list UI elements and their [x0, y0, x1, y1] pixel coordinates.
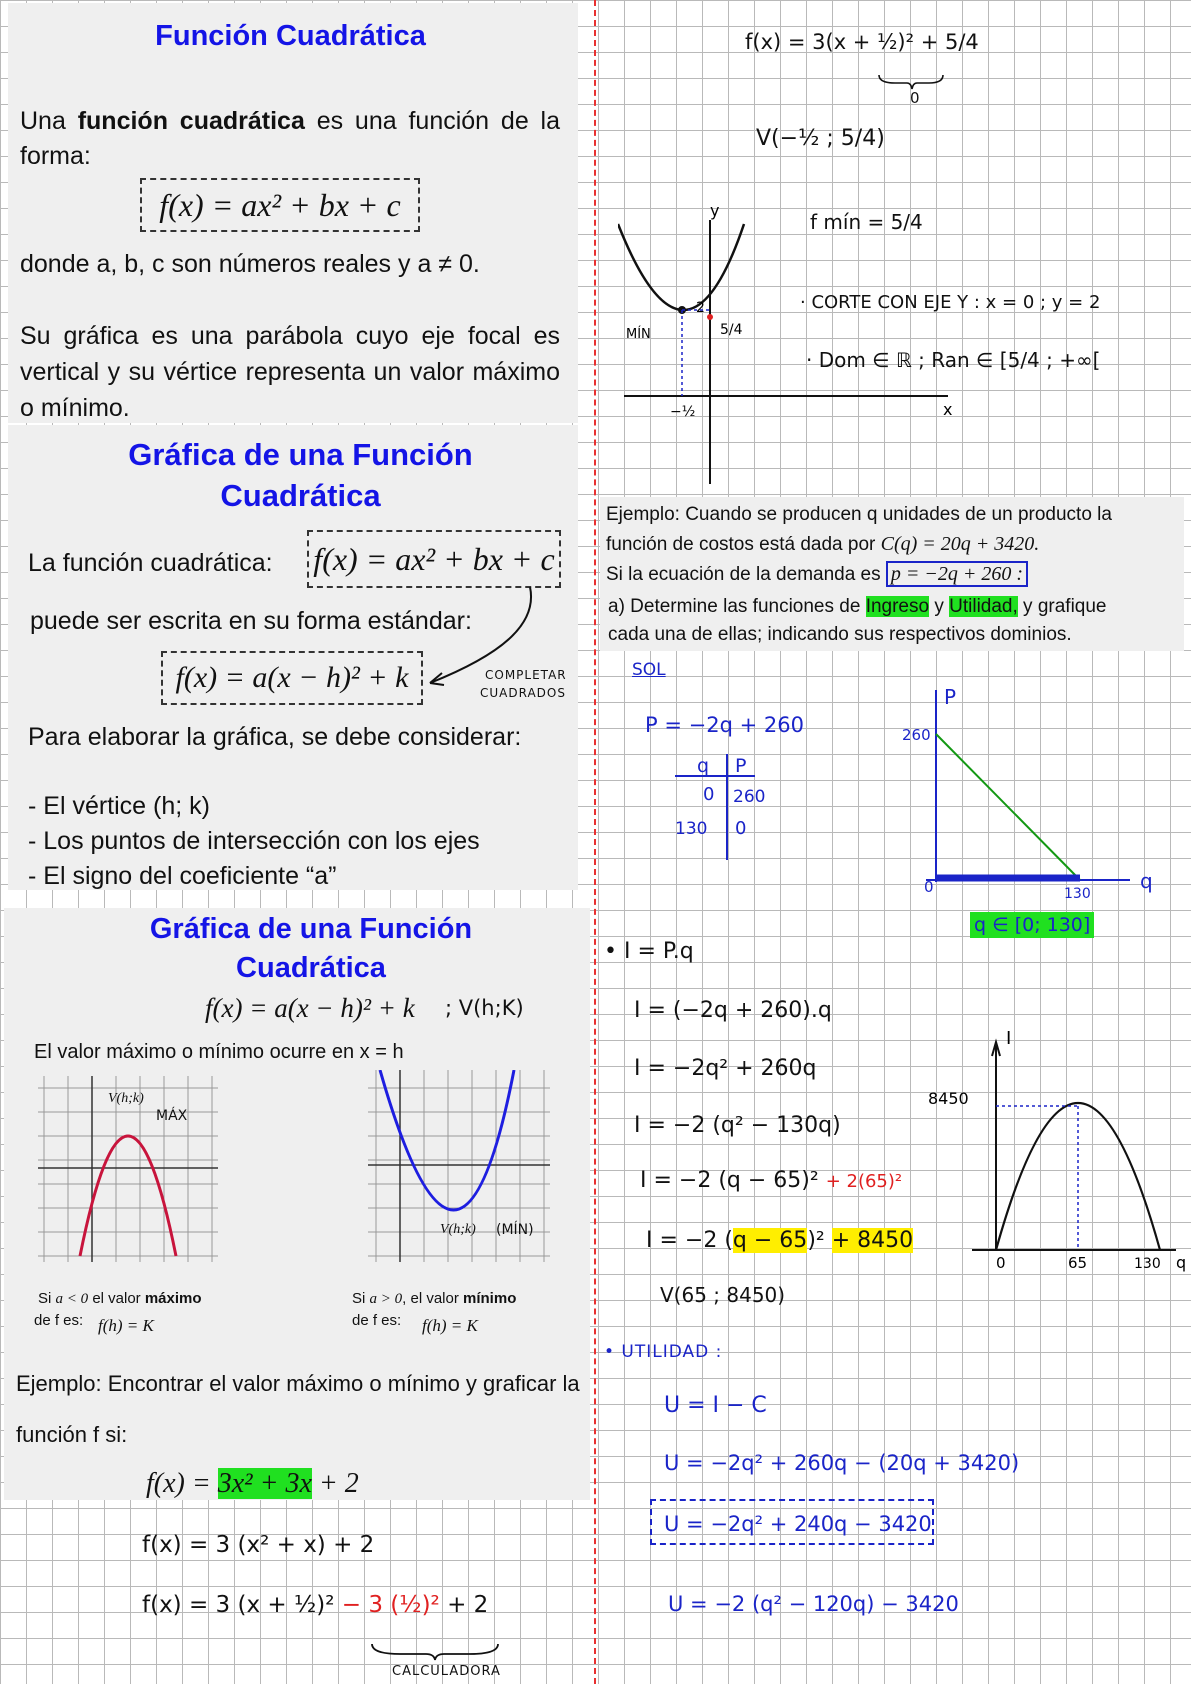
- example-line-2a: función de costos está dada por: [606, 534, 881, 555]
- standard-form-title-2: Cuadrática: [220, 478, 381, 513]
- ingreso-line-5-red: + 2(65)²: [825, 1171, 903, 1192]
- utilidad-line-2: U = −2q² + 260q − (20q + 3420): [664, 1451, 1020, 1475]
- ingreso-graph-65: 65: [1068, 1254, 1088, 1272]
- ingreso-line-6b: )²: [807, 1228, 832, 1253]
- ingreso-graph: [920, 1028, 1190, 1274]
- para-text: Para elaborar la gráfica, se debe considerar:: [28, 723, 522, 751]
- completar-note-2: CUADRADOS: [480, 686, 566, 700]
- utilidad-heading: • UTILIDAD :: [604, 1342, 723, 1362]
- min-caption-eq: f(h) = K: [422, 1316, 478, 1335]
- page-divider: [594, 0, 596, 1684]
- utilidad-highlight: Utilidad,: [949, 596, 1018, 617]
- ingreso-graph-q: q: [1176, 1253, 1187, 1272]
- ingreso-line-5: [640, 1168, 902, 1193]
- ingreso-line-5a: I = −2 (q − 65)²: [640, 1168, 819, 1193]
- definition-title: Función Cuadrática: [155, 20, 426, 52]
- tr-zero: 0: [910, 89, 920, 107]
- example-line-4: [608, 596, 1107, 618]
- ejemplo-formula-pre: f(x) =: [146, 1468, 218, 1499]
- vertex-note: ; V(h;K): [445, 996, 524, 1020]
- min-caption: [352, 1290, 516, 1308]
- standard-formula: f(x) = a(x − h)² + k: [161, 651, 423, 705]
- demand-graph-260: 260: [902, 726, 931, 744]
- ingreso-vertex: V(65 ; 8450): [660, 1283, 786, 1307]
- caption-left-bold: máximo: [144, 1290, 202, 1307]
- utilidad-line-1: U = I − C: [664, 1393, 767, 1418]
- bl-line-2a: f(x) = 3 (x + ½)²: [142, 1592, 335, 1618]
- cost-formula: C(q) = 20q + 3420.: [880, 533, 1040, 555]
- completar-note-1: COMPLETAR: [485, 668, 567, 682]
- intro-b: es una función de la forma:: [20, 107, 561, 170]
- definition-intro: [20, 104, 560, 174]
- max-caption: [38, 1290, 202, 1308]
- max-caption-de: de f es:: [34, 1312, 84, 1329]
- sol-label: SOL: [632, 660, 666, 680]
- sol-p-eq: P = −2q + 260: [645, 713, 804, 737]
- example-line-4a: a) Determine las funciones de: [608, 596, 866, 617]
- bl-line-2: [142, 1592, 488, 1618]
- demand-graph-p: P: [944, 685, 957, 709]
- sol-table: [665, 750, 775, 862]
- table-r1-p: 260: [733, 787, 766, 807]
- table-r1-q: 0: [703, 784, 715, 805]
- max-caption-eq: f(h) = K: [98, 1316, 154, 1335]
- tr-parabola-graph: [618, 200, 954, 490]
- example-line-1: Ejemplo: Cuando se producen q unidades de un producto la: [606, 504, 1112, 525]
- demand-graph: [896, 684, 1158, 910]
- ejemplo-line-1: Ejemplo: Encontrar el valor máximo o mínimo y graficar la: [16, 1371, 580, 1396]
- standard-form-label: La función cuadrática:: [28, 549, 273, 577]
- example-line-2: [606, 533, 1039, 556]
- ingreso-graph-0: 0: [996, 1254, 1006, 1272]
- ingreso-graph-8450: 8450: [928, 1089, 969, 1108]
- tr-graph-54: 5/4: [720, 322, 743, 338]
- consider-item-3: - El signo del coeficiente “a”: [28, 862, 337, 890]
- ingreso-line-4: I = −2 (q² − 130q): [634, 1113, 841, 1138]
- caption-left-text: el valor: [92, 1290, 141, 1307]
- calc-brace: [370, 1642, 500, 1662]
- ingreso-line-6-hl: q − 65: [732, 1228, 808, 1253]
- caption-left-cond: a < 0: [55, 1291, 89, 1307]
- example-line-3a: Si la ecuación de la demanda es: [606, 564, 886, 585]
- ejemplo-line-2: función f si:: [16, 1422, 128, 1447]
- tr-graph-min: MÍN: [626, 327, 651, 342]
- min-vertex-label: V(h;k): [440, 1222, 476, 1237]
- tr-graph-2: 2: [696, 300, 705, 316]
- max-min-title-1: Gráfica de una Función: [149, 913, 473, 945]
- example-line-4b: y: [929, 596, 950, 617]
- ingreso-line-2: I = (−2q + 260).q: [634, 998, 832, 1023]
- tr-graph-x: x: [943, 400, 953, 419]
- caption-left-si: Si: [38, 1290, 52, 1307]
- ingreso-line-6-hl2: + 8450: [831, 1228, 914, 1253]
- standard-form-title-1: Gráfica de una Función: [128, 437, 473, 472]
- grafica-description: Su gráfica es una parábola cuyo eje focal es vertical y su vértice representa un valor máximo o mínimo.: [20, 322, 560, 422]
- max-vertex-label: V(h;k): [108, 1091, 144, 1106]
- intro-bold: función cuadrática: [77, 107, 305, 135]
- bl-line-2b: + 2: [447, 1592, 489, 1618]
- tr-dom: · Dom ∈ ℝ ; Ran ∈ [5/4 ; +∞[: [806, 348, 1101, 372]
- ingreso-graph-i: I: [1006, 1028, 1012, 1049]
- demand-graph-q: q: [1140, 869, 1153, 893]
- ejemplo-formula-hl: 3x² + 3x: [217, 1468, 312, 1499]
- utilidad-line-4: U = −2 (q² − 120q) − 3420: [668, 1592, 959, 1616]
- ejemplo-formula: [146, 1468, 359, 1500]
- general-formula: f(x) = ax² + bx + c: [140, 178, 420, 232]
- max-min-formula: f(x) = a(x − h)² + k: [205, 993, 415, 1023]
- caption-right-cond: a > 0: [369, 1291, 403, 1307]
- valor-text: El valor máximo o mínimo ocurre en x = h: [34, 1041, 404, 1063]
- caption-right-text: , el valor: [402, 1290, 459, 1307]
- caption-right-bold: mínimo: [463, 1290, 517, 1307]
- example-line-4c: y grafique: [1017, 596, 1107, 617]
- tr-f1: f(x) = 3(x + ½)² + 5/4: [745, 30, 979, 54]
- max-note: MÁX: [156, 1108, 188, 1124]
- max-min-title-2: Cuadrática: [236, 952, 386, 984]
- consider-item-2: - Los puntos de intersección con los ejes: [28, 827, 480, 855]
- bl-line-2-red: − 3 (½)²: [334, 1592, 448, 1618]
- tr-fmin: f mín = 5/4: [810, 210, 923, 234]
- bl-line-1: f(x) = 3 (x² + x) + 2: [142, 1532, 375, 1558]
- consider-item-1: - El vértice (h; k): [28, 792, 210, 820]
- standard-general-formula: f(x) = ax² + bx + c: [307, 530, 561, 588]
- utilidad-line-3: U = −2q² + 240q − 3420: [650, 1499, 934, 1545]
- table-head-p: P: [735, 755, 747, 777]
- tr-graph-y: y: [710, 201, 720, 220]
- completar-arrow: [420, 585, 540, 695]
- ingreso-line-3: I = −2q² + 260q: [634, 1056, 817, 1081]
- demand-graph-0: 0: [924, 878, 934, 896]
- demand-graph-130: 130: [1064, 886, 1091, 902]
- donde-text: donde a, b, c son números reales y a ≠ 0.: [20, 250, 480, 278]
- tr-graph-neg-half: −½: [670, 404, 696, 420]
- intro-a: Una: [20, 107, 78, 135]
- example-line-5: cada una de ellas; indicando sus respectivos dominios.: [608, 624, 1072, 645]
- caption-right-si: Si: [352, 1290, 366, 1307]
- table-head-q: q: [697, 755, 710, 777]
- table-r2-q: 130: [675, 819, 708, 839]
- puede-text: puede ser escrita en su forma estándar:: [30, 607, 472, 635]
- ingreso-line-1: • I = P.q: [604, 939, 694, 964]
- ingreso-graph-130: 130: [1134, 1256, 1161, 1272]
- min-caption-de: de f es:: [352, 1312, 402, 1329]
- ejemplo-formula-post: + 2: [311, 1468, 359, 1499]
- calc-label: CALCULADORA: [392, 1664, 501, 1679]
- example-line-3: [606, 563, 1028, 586]
- tr-vertex: V(−½ ; 5/4): [756, 126, 885, 151]
- ingreso-line-6: [646, 1228, 913, 1253]
- tr-corte: · CORTE CON EJE Y : x = 0 ; y = 2: [800, 292, 1101, 313]
- table-r2-p: 0: [735, 818, 747, 839]
- min-note: (MÍN): [496, 1222, 534, 1238]
- demand-formula: p = −2q + 260 :: [886, 561, 1028, 587]
- ingreso-line-6a: I = −2 (: [646, 1228, 733, 1253]
- ingreso-highlight: Ingreso: [865, 596, 930, 617]
- demand-domain: q ∈ [0; 130]: [970, 912, 1094, 938]
